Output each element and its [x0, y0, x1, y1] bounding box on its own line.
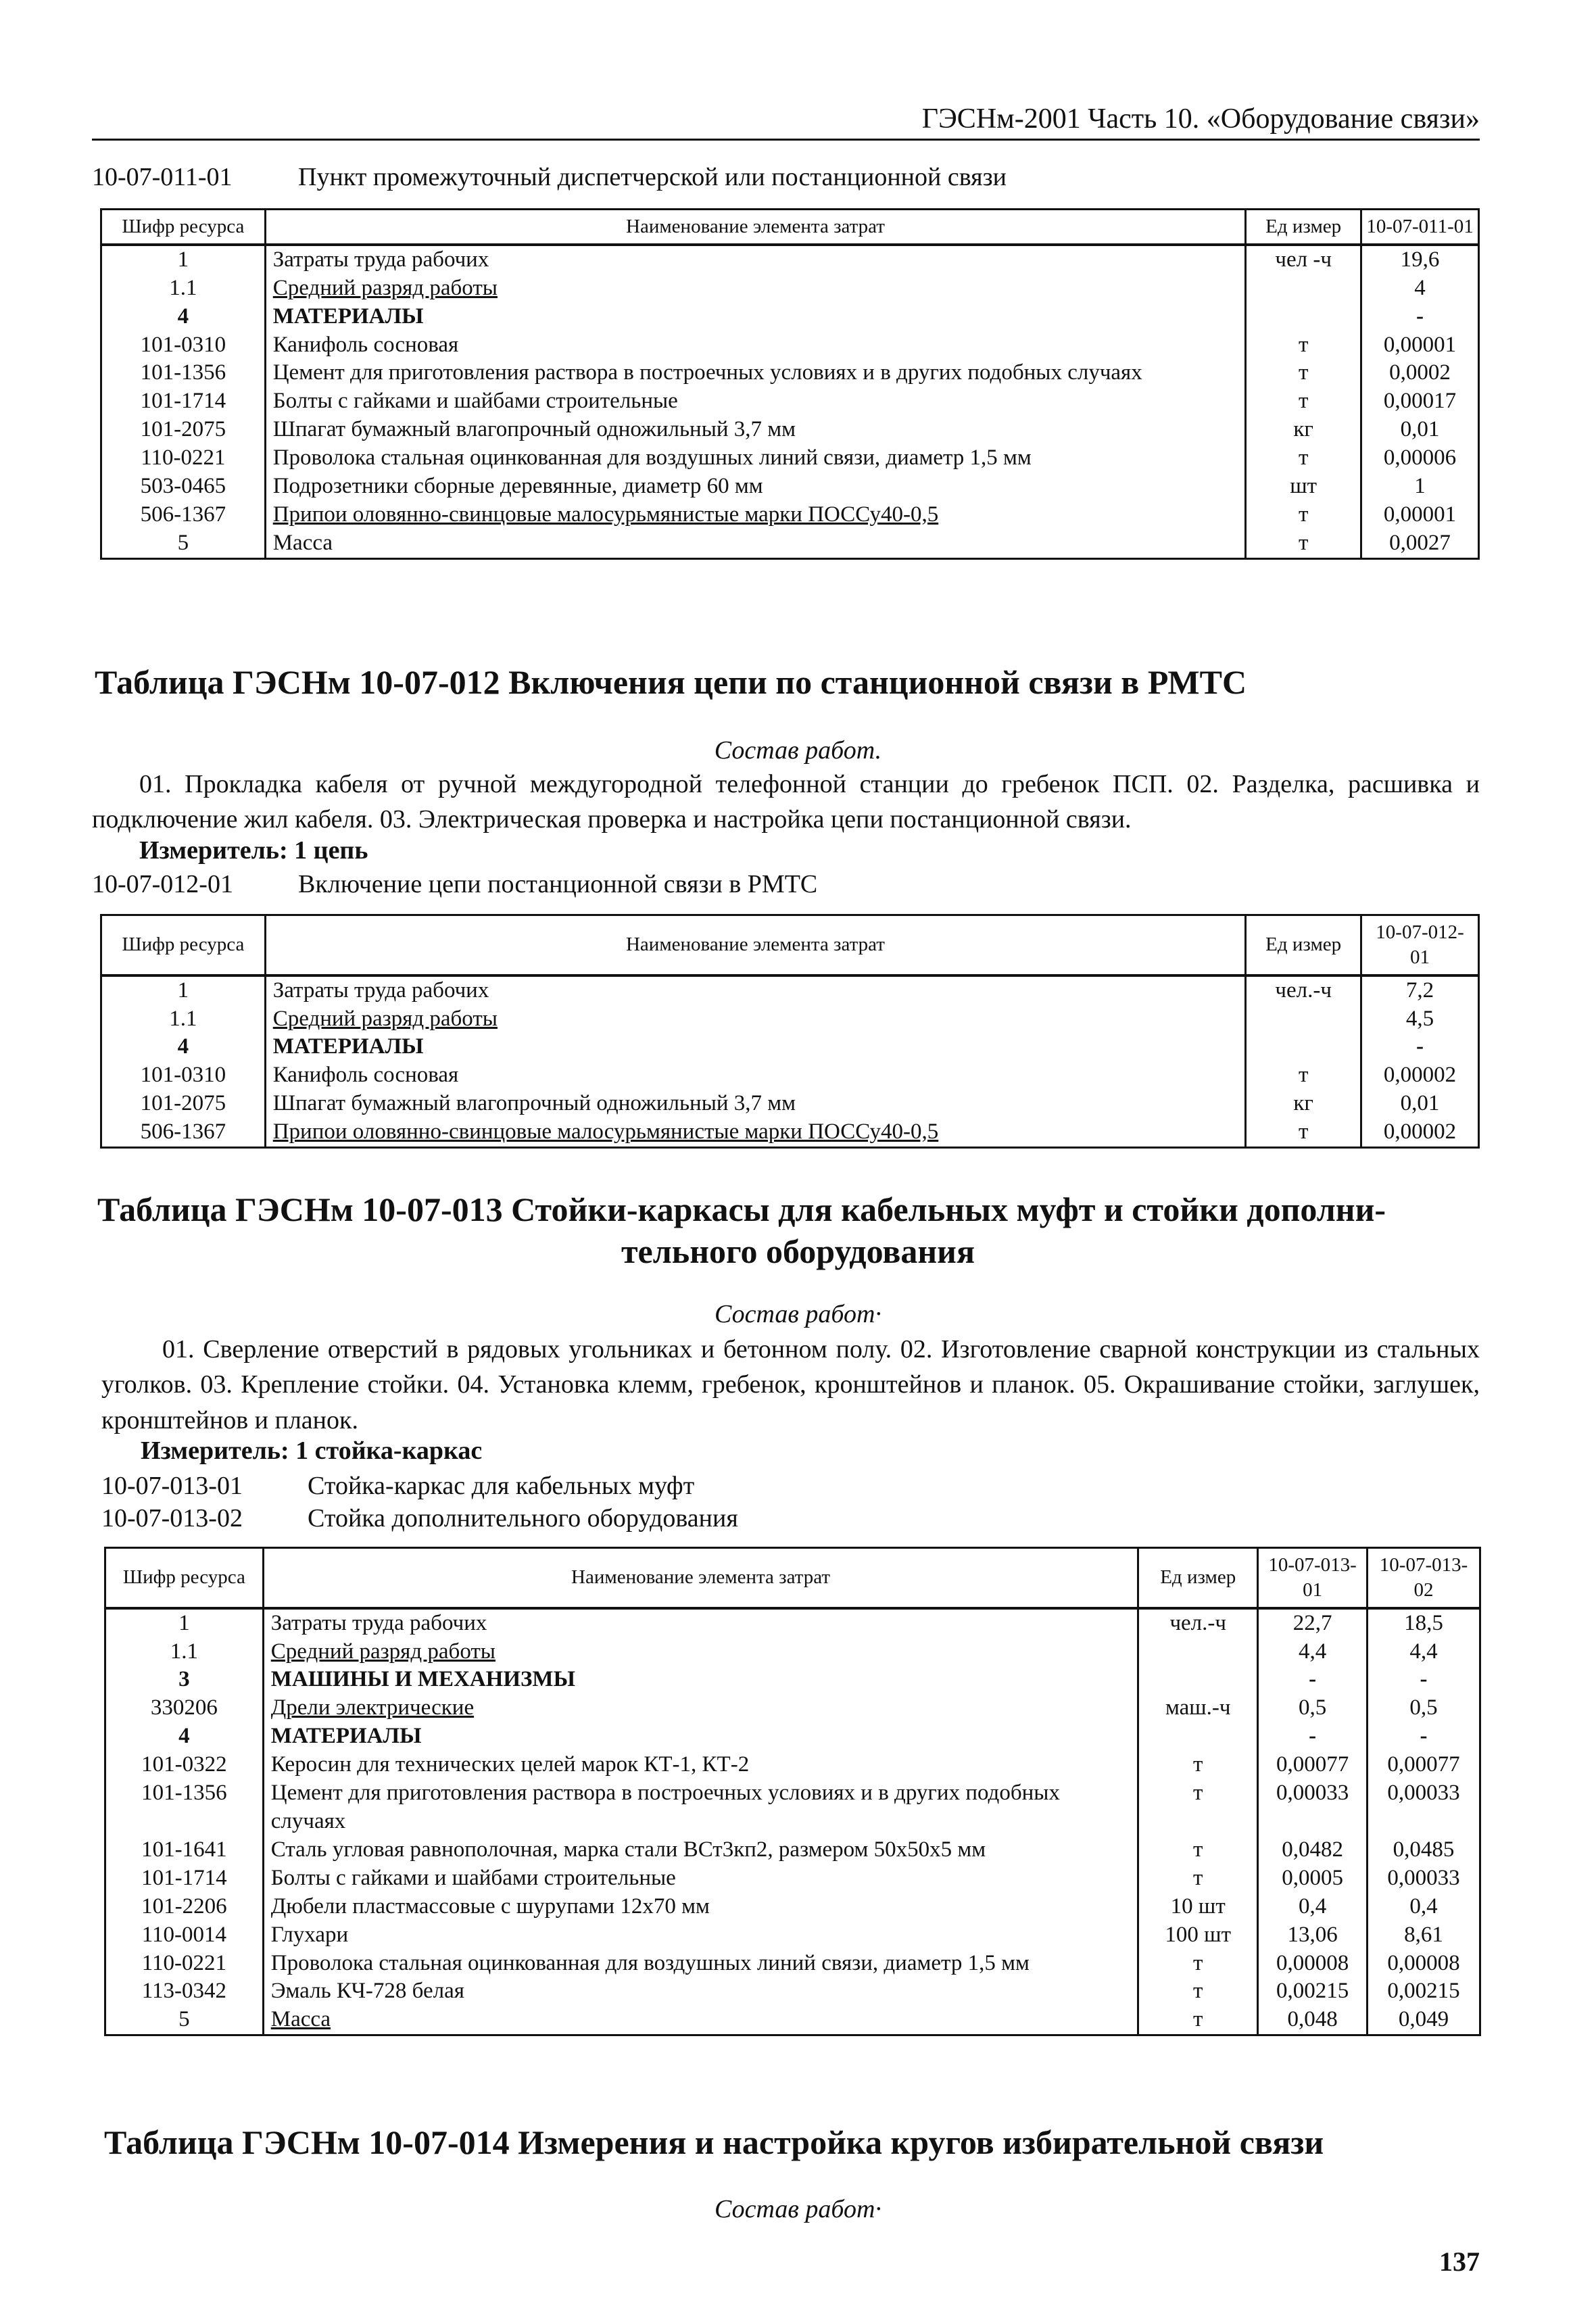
cell-code: 101-0322: [105, 1751, 264, 1779]
cell-name: МАТЕРИАЛЫ: [263, 1722, 1138, 1751]
table-row: [105, 1608, 1480, 1638]
cell-v1: 0,5: [1258, 1694, 1368, 1722]
item-name: Пункт промежуточный диспетчерской или постанционной связи: [298, 163, 1007, 191]
cell-unit: т: [1138, 1950, 1258, 1978]
cell-v2: 0,049: [1368, 2006, 1480, 2035]
col-header-unit: Ед измер: [1246, 210, 1361, 245]
cell-code: 113-0342: [105, 1977, 264, 2006]
table-row: [105, 1864, 1480, 1893]
table-row: [101, 1033, 1479, 1061]
cell-v1: -: [1258, 1666, 1368, 1694]
cell-v1: 0,00033: [1258, 1779, 1368, 1836]
cell-name: Затраты труда рабочих: [265, 975, 1246, 1005]
cell-code: 506-1367: [101, 1118, 266, 1147]
cell-code: 5: [101, 529, 266, 558]
table-row: [101, 245, 1479, 274]
cell-code: 4: [105, 1722, 264, 1751]
cell-name: Припои оловянно-свинцовые малосурьмянистые марки ПОССу40-0,5: [265, 501, 1246, 529]
cell-v1: 4: [1361, 274, 1479, 303]
table-row: [105, 1638, 1480, 1666]
cell-v1: 1: [1361, 473, 1479, 501]
cell-unit: т: [1246, 1061, 1361, 1090]
item-name: Включение цепи постанционной связи в РМТС: [298, 870, 818, 898]
works-description: 01. Сверление отверстий в рядовых угольниках и бетонном полу. 02. Изготовление сварной конструкции из стальных уголков. 03. Крепление стойки. 04. Установка клемм, гребенок, кронштейнов и планок. 05. Окрашивание стойки, заглушек, кронштейнов и планок.: [101, 1335, 1480, 1434]
cell-v2: 0,00008: [1368, 1950, 1480, 1978]
cell-code: 1.1: [101, 274, 266, 303]
cell-unit: чел -ч: [1246, 245, 1361, 274]
cell-name: Масса: [265, 529, 1246, 558]
cell-unit: т: [1246, 1118, 1361, 1147]
table-row: [101, 331, 1479, 360]
table-row: [105, 1921, 1480, 1950]
cell-v1: 22,7: [1258, 1608, 1368, 1638]
cell-code: 101-0310: [101, 331, 266, 360]
cell-v2: 0,4: [1368, 1893, 1480, 1921]
cell-name: Керосин для технических целей марок КТ-1, КТ-2: [263, 1751, 1138, 1779]
cell-code: 110-0014: [105, 1921, 264, 1950]
cell-name: Болты с гайками и шайбами строительные: [265, 387, 1246, 416]
item-line: [101, 1503, 738, 1533]
cell-v2: 8,61: [1368, 1921, 1480, 1950]
cell-v1: -: [1361, 303, 1479, 331]
cell-code: 1: [101, 975, 266, 1005]
item-code: 10-07-013-01: [101, 1472, 243, 1500]
cell-name: Подрозетники сборные деревянные, диаметр 60 мм: [265, 473, 1246, 501]
cell-code: 110-0221: [101, 444, 266, 473]
cell-unit: т: [1246, 387, 1361, 416]
cell-name: Масса: [263, 2006, 1138, 2035]
cell-v1: 0,00006: [1361, 444, 1479, 473]
cell-v1: 13,06: [1258, 1921, 1368, 1950]
item-line: [92, 869, 817, 899]
table-row: [101, 274, 1479, 303]
item-line: [101, 1471, 694, 1501]
table-row: [101, 473, 1479, 501]
cell-v1: 0,00001: [1361, 501, 1479, 529]
table-row: [101, 501, 1479, 529]
cell-unit: чел.-ч: [1138, 1608, 1258, 1638]
cell-unit: т: [1246, 331, 1361, 360]
cell-code: 101-1641: [105, 1836, 264, 1864]
cell-name: Цемент для приготовления раствора в построечных условиях и в других подобных случаях: [265, 359, 1246, 387]
cell-unit: кг: [1246, 416, 1361, 444]
cell-code: 506-1367: [101, 501, 266, 529]
cell-v1: 0,048: [1258, 2006, 1368, 2035]
cell-name: Средний разряд работы: [263, 1638, 1138, 1666]
col-header-name: Наименование элемента затрат: [263, 1548, 1138, 1608]
cell-unit: т: [1138, 1751, 1258, 1779]
cell-unit: шт: [1246, 473, 1361, 501]
cell-v2: 0,5: [1368, 1694, 1480, 1722]
cell-v1: 0,00077: [1258, 1751, 1368, 1779]
cell-name: Проволока стальная оцинкованная для воздушных линий связи, диаметр 1,5 мм: [265, 444, 1246, 473]
cell-code: 101-1714: [101, 387, 266, 416]
cell-code: 101-2075: [101, 1090, 266, 1118]
cell-unit: [1138, 1638, 1258, 1666]
table-row: [105, 1722, 1480, 1751]
cell-unit: т: [1138, 1836, 1258, 1864]
cell-code: 101-2206: [105, 1893, 264, 1921]
cell-unit: [1246, 1033, 1361, 1061]
table-title: Таблица ГЭСНм 10-07-012 Включения цепи по станционной связи в РМТС: [95, 663, 1247, 701]
cell-v1: 4,5: [1361, 1005, 1479, 1034]
table-title-line2: тельного оборудования: [621, 1232, 975, 1270]
cell-unit: [1138, 1666, 1258, 1694]
cell-unit: т: [1138, 1977, 1258, 2006]
cell-code: 1.1: [101, 1005, 266, 1034]
col-header-norm-1: 10-07-013-01: [1258, 1548, 1368, 1608]
cell-name: Шпагат бумажный влагопрочный одножильный 3,7 мм: [265, 416, 1246, 444]
cell-v1: 0,00002: [1361, 1118, 1479, 1147]
table-title: Таблица ГЭСНм 10-07-014 Измерения и настройка кругов избирательной связи: [104, 2123, 1324, 2161]
cell-name: Глухари: [263, 1921, 1138, 1950]
cell-v1: 0,0002: [1361, 359, 1479, 387]
table-row: [101, 387, 1479, 416]
cell-name: Проволока стальная оцинкованная для воздушных линий связи, диаметр 1,5 мм: [263, 1950, 1138, 1978]
table-row: [105, 1950, 1480, 1978]
col-header-norm: 10-07-012-01: [1361, 915, 1479, 975]
cell-code: 101-0310: [101, 1061, 266, 1090]
cell-name: МАТЕРИАЛЫ: [265, 303, 1246, 331]
item-name: Стойка-каркас для кабельных муфт: [308, 1472, 695, 1500]
table-title-line1: Таблица ГЭСНм 10-07-013 Стойки-каркасы для кабельных муфт и стойки дополни-: [97, 1190, 1386, 1228]
table-row: [105, 2006, 1480, 2035]
table-row: [105, 1666, 1480, 1694]
cell-name: Затраты труда рабочих: [265, 245, 1246, 274]
cell-v2: 0,00033: [1368, 1864, 1480, 1893]
item-line: [92, 162, 1007, 192]
table-row: [101, 1005, 1479, 1034]
cell-unit: т: [1246, 501, 1361, 529]
cell-v2: 0,00033: [1368, 1779, 1480, 1836]
table-row: [105, 1836, 1480, 1864]
col-header-code: Шифр ресурса: [101, 210, 266, 245]
item-code: 10-07-011-01: [92, 163, 233, 191]
works-description: 01. Прокладка кабеля от ручной междугородной телефонной станции до гребенок ПСП. 02. Разделка, расшивка и подключение жил кабеля. 03. Электрическая проверка и настройка цепи постанционной связи.: [92, 770, 1480, 834]
cell-code: 1: [101, 245, 266, 274]
table-header-row: [105, 1548, 1480, 1608]
cell-v1: 0,00002: [1361, 1061, 1479, 1090]
cell-name: Дрели электрические: [263, 1694, 1138, 1722]
col-header-unit: Ед измер: [1138, 1548, 1258, 1608]
cell-unit: маш.-ч: [1138, 1694, 1258, 1722]
cell-name: Эмаль КЧ-728 белая: [263, 1977, 1138, 2006]
cell-name: Канифоль сосновая: [265, 1061, 1246, 1090]
table-header-row: [101, 915, 1479, 975]
cell-name: Канифоль сосновая: [265, 331, 1246, 360]
cell-v1: 0,4: [1258, 1893, 1368, 1921]
cell-code: 101-1356: [105, 1779, 264, 1836]
col-header-code: Шифр ресурса: [101, 915, 266, 975]
works-heading: Состав работ·: [715, 1300, 881, 1328]
cell-code: 101-2075: [101, 416, 266, 444]
table-row: [105, 1893, 1480, 1921]
table-row: [101, 416, 1479, 444]
col-header-norm: 10-07-011-01: [1361, 210, 1479, 245]
cell-unit: [1138, 1722, 1258, 1751]
resource-table-1: [100, 208, 1480, 560]
cell-v1: 0,01: [1361, 416, 1479, 444]
cell-v2: -: [1368, 1722, 1480, 1751]
page-header: [92, 100, 1480, 141]
cell-code: 330206: [105, 1694, 264, 1722]
cell-v1: 0,00008: [1258, 1950, 1368, 1978]
resource-table-2: [100, 914, 1480, 1149]
table-row: [101, 529, 1479, 558]
cell-code: 1.1: [105, 1638, 264, 1666]
cell-unit: [1246, 303, 1361, 331]
cell-code: 5: [105, 2006, 264, 2035]
cell-unit: т: [1138, 2006, 1258, 2035]
cell-name: МАШИНЫ И МЕХАНИЗМЫ: [263, 1666, 1138, 1694]
cell-v2: -: [1368, 1666, 1480, 1694]
cell-name: МАТЕРИАЛЫ: [265, 1033, 1246, 1061]
cell-v1: 4,4: [1258, 1638, 1368, 1666]
table-row: [105, 1977, 1480, 2006]
table-row: [105, 1694, 1480, 1722]
resource-table-3: [104, 1547, 1481, 2036]
cell-name: Средний разряд работы: [265, 274, 1246, 303]
cell-unit: т: [1138, 1864, 1258, 1893]
cell-name: Цемент для приготовления раствора в построечных условиях и в других подобных случаях: [263, 1779, 1138, 1836]
cell-name: Сталь угловая равнополочная, марка стали ВСт3кп2, размером 50x50x5 мм: [263, 1836, 1138, 1864]
col-header-unit: Ед измер: [1246, 915, 1361, 975]
table-row: [105, 1751, 1480, 1779]
cell-v1: 19,6: [1361, 245, 1479, 274]
page-number: 137: [1439, 2246, 1480, 2277]
table-row: [105, 1779, 1480, 1836]
cell-code: 4: [101, 303, 266, 331]
cell-v1: -: [1361, 1033, 1479, 1061]
cell-v2: 0,00215: [1368, 1977, 1480, 2006]
table-row: [101, 1118, 1479, 1147]
cell-unit: [1246, 274, 1361, 303]
cell-v1: -: [1258, 1722, 1368, 1751]
cell-code: 101-1714: [105, 1864, 264, 1893]
cell-v2: 0,0485: [1368, 1836, 1480, 1864]
cell-unit: 100 шт: [1138, 1921, 1258, 1950]
cell-code: 101-1356: [101, 359, 266, 387]
table-row: [101, 1061, 1479, 1090]
cell-name: Средний разряд работы: [265, 1005, 1246, 1034]
cell-unit: т: [1138, 1779, 1258, 1836]
cell-code: 4: [101, 1033, 266, 1061]
cell-unit: кг: [1246, 1090, 1361, 1118]
cell-v1: 0,0482: [1258, 1836, 1368, 1864]
works-heading: Состав работ·: [715, 2195, 881, 2223]
item-name: Стойка дополнительного оборудования: [308, 1504, 738, 1533]
cell-v1: 0,0027: [1361, 529, 1479, 558]
cell-unit: т: [1246, 444, 1361, 473]
table-row: [101, 1090, 1479, 1118]
cell-code: 503-0465: [101, 473, 266, 501]
cell-unit: 10 шт: [1138, 1893, 1258, 1921]
works-heading: Состав работ.: [714, 736, 882, 765]
cell-code: 1: [105, 1608, 264, 1638]
col-header-norm-2: 10-07-013-02: [1368, 1548, 1480, 1608]
col-header-code: Шифр ресурса: [105, 1548, 264, 1608]
cell-name: Болты с гайками и шайбами строительные: [263, 1864, 1138, 1893]
col-header-name: Наименование элемента затрат: [265, 210, 1246, 245]
col-header-name: Наименование элемента затрат: [265, 915, 1246, 975]
table-header-row: [101, 210, 1479, 245]
cell-v2: 18,5: [1368, 1608, 1480, 1638]
cell-code: 3: [105, 1666, 264, 1694]
header-title: ГЭСНм-2001 Часть 10. «Оборудование связи»: [921, 103, 1480, 135]
cell-unit: т: [1246, 529, 1361, 558]
cell-v1: 7,2: [1361, 975, 1479, 1005]
cell-v1: 0,00001: [1361, 331, 1479, 360]
measurer: Измеритель: 1 стойка-каркас: [141, 1437, 483, 1465]
cell-name: Затраты труда рабочих: [263, 1608, 1138, 1638]
cell-unit: [1246, 1005, 1361, 1034]
cell-name: Шпагат бумажный влагопрочный одножильный 3,7 мм: [265, 1090, 1246, 1118]
table-row: [101, 975, 1479, 1005]
cell-name: Дюбели пластмассовые с шурупами 12x70 мм: [263, 1893, 1138, 1921]
cell-v1: 0,00215: [1258, 1977, 1368, 2006]
item-code: 10-07-013-02: [101, 1504, 243, 1533]
table-row: [101, 359, 1479, 387]
cell-v2: 4,4: [1368, 1638, 1480, 1666]
table-row: [101, 303, 1479, 331]
measurer: Измеритель: 1 цепь: [139, 836, 368, 865]
cell-v1: 0,01: [1361, 1090, 1479, 1118]
cell-unit: чел.-ч: [1246, 975, 1361, 1005]
cell-v1: 0,00017: [1361, 387, 1479, 416]
cell-code: 110-0221: [105, 1950, 264, 1978]
cell-name: Припои оловянно-свинцовые малосурьмянистые марки ПОССу40-0,5: [265, 1118, 1246, 1147]
table-row: [101, 444, 1479, 473]
cell-v1: 0,0005: [1258, 1864, 1368, 1893]
cell-v2: 0,00077: [1368, 1751, 1480, 1779]
item-code: 10-07-012-01: [92, 870, 233, 898]
cell-unit: т: [1246, 359, 1361, 387]
